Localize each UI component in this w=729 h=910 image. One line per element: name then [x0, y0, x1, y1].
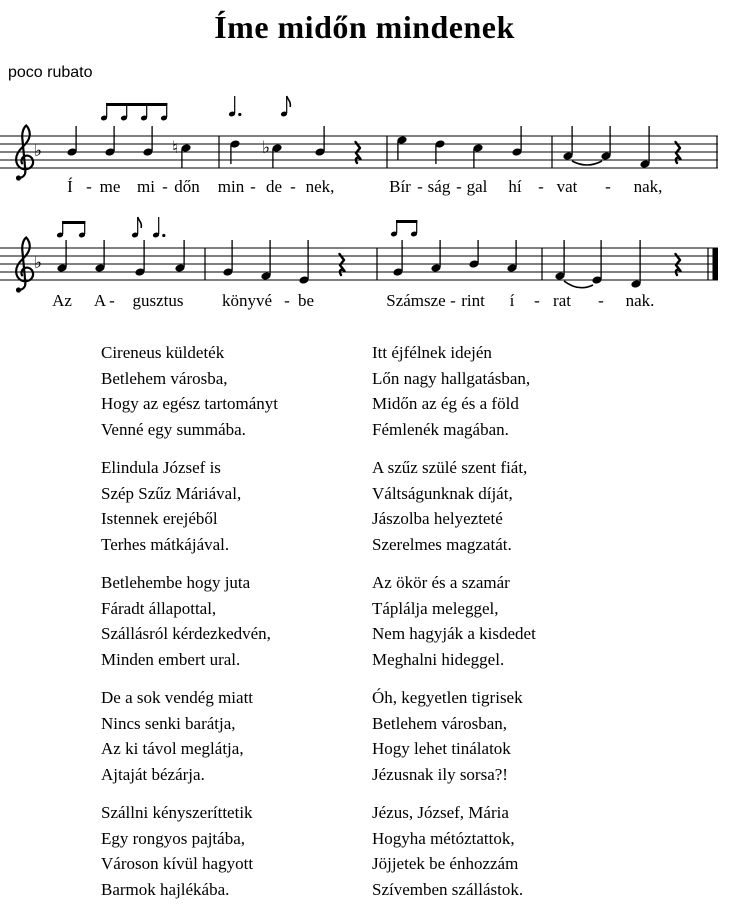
verse-line: Betlehem városba,: [101, 368, 228, 388]
key-signature-flat: ♭: [33, 253, 43, 273]
lyric-syllable: -: [605, 177, 611, 196]
note: [261, 240, 272, 281]
lyric-syllable: könyvé: [221, 291, 273, 310]
lyric-syllable: min: [217, 177, 245, 196]
note: [393, 240, 404, 277]
note: [469, 240, 480, 269]
verse-line: Jézusnak ily sorsa?!: [372, 764, 508, 784]
note: [172, 138, 192, 168]
lyric-syllable: hí: [508, 177, 522, 196]
lyric-syllable: rat: [553, 291, 571, 310]
lyric-syllable: -: [250, 177, 256, 196]
verse-line: Istennek erejéből: [101, 509, 218, 528]
stanza: [372, 685, 523, 787]
verse-line: Szívemben szállástok.: [372, 879, 524, 899]
staff-system: [0, 96, 718, 196]
verse-line: Minden embert ural.: [101, 649, 241, 669]
tie: [564, 281, 593, 288]
lyric-syllable: -: [284, 291, 290, 310]
verse-line: Midőn az ég és a föld: [372, 394, 519, 413]
note: [135, 240, 146, 277]
lyric-syllable: Í: [67, 177, 73, 196]
lyric-syllable: -: [534, 291, 540, 310]
lyric-syllable: mi: [137, 177, 155, 196]
verse-line: Szerelmes magzatát.: [372, 534, 512, 554]
lyric-syllable: dőn: [174, 177, 200, 196]
verse-line: Az ökör és a szamár: [372, 573, 510, 592]
key-signature-flat: ♭: [33, 141, 43, 161]
verse-line: Fáradt állapottal,: [101, 598, 217, 618]
verse-line: Nincs senki barátja,: [101, 713, 236, 733]
verse-line: Terhes mátkájával.: [101, 534, 230, 554]
lyric-syllable: -: [290, 177, 296, 196]
stanza: [101, 570, 271, 672]
music-notation: [0, 0, 729, 330]
lyric-syllable: Számsze: [386, 291, 446, 310]
verse-line: Az ki távol meglátja,: [101, 739, 244, 758]
final-barline-thick: [713, 248, 719, 280]
verse-line: Egy rongyos pajtába,: [101, 828, 245, 848]
stanza: [372, 455, 527, 557]
note: [223, 240, 234, 277]
lyric-syllable: A: [93, 291, 107, 310]
lyric-syllable: rint: [461, 291, 485, 310]
note: [315, 126, 326, 157]
lyric-syllable: -: [456, 177, 462, 196]
lyric-syllable: -: [162, 177, 168, 196]
rhythm-note: [228, 96, 241, 117]
note: [640, 126, 651, 169]
verse-line: Cireneus küldeték: [101, 343, 225, 362]
verse-line: Jászolba helyezteté: [372, 509, 503, 528]
verse-line: Szállni kényszeríttetik: [101, 803, 253, 822]
lyric-syllable: ság: [427, 177, 451, 196]
verse-line: Betlehem városban,: [372, 713, 508, 733]
verse-line: Meghalni hideggel.: [372, 649, 505, 669]
note: [262, 138, 283, 168]
rhythm-note: [280, 96, 290, 117]
augmentation-dot: [238, 113, 241, 116]
lyric-syllable: í: [509, 291, 515, 310]
note: [555, 240, 566, 281]
treble-clef-icon: [16, 126, 33, 181]
lyric-syllable: vat: [556, 177, 578, 196]
verse-line: Jöjjetek be énhozzám: [372, 854, 519, 873]
stanza: [372, 340, 530, 442]
note: [143, 126, 154, 157]
verse-line: Ajtaját bézárja.: [101, 764, 205, 784]
tempo-marking: poco rubato: [8, 64, 93, 81]
verse-line: Fémlenék magában.: [372, 419, 509, 439]
verse-line: Szép Szűz Máriával,: [101, 483, 242, 503]
lyric-syllable: -: [417, 177, 423, 196]
rhythm-note: [152, 217, 165, 238]
note: [592, 240, 603, 285]
beam: [396, 220, 417, 223]
lyric-syllable: -: [86, 177, 92, 196]
beam: [106, 103, 167, 106]
lyric-syllable: gal: [466, 177, 488, 196]
lyric-syllable: nek,: [305, 177, 335, 196]
stanza: [101, 800, 253, 902]
beam: [62, 221, 85, 224]
lyric-syllable: be: [297, 291, 315, 310]
verse-line: Hogy az egész tartományt: [101, 394, 279, 413]
verse-line: Betlehembe hogy juta: [101, 573, 251, 592]
verse-line: Lőn nagy hallgatásban,: [372, 368, 531, 388]
verse-line: A szűz szülé szent fiát,: [372, 458, 528, 477]
lyric-syllable: Az: [52, 291, 72, 310]
verse-line: Barmok hajlékába.: [101, 879, 230, 899]
stanza: [101, 340, 278, 442]
staff-system: [0, 217, 718, 310]
lyric-syllable: de: [265, 177, 283, 196]
lyric-syllable: me: [99, 177, 121, 196]
verse-line: Táplálja meleggel,: [372, 598, 499, 618]
page-title: Íme midőn mindenek: [214, 9, 515, 45]
lyric-syllable: -: [450, 291, 456, 310]
lyric-syllable: -: [109, 291, 115, 310]
note: [67, 126, 78, 157]
verse-line: Jézus, József, Mária: [372, 803, 509, 822]
verse-line: Óh, kegyetlen tigrisek: [372, 688, 523, 707]
verse-line: Szállásról kérdezkedvén,: [101, 624, 271, 643]
verse-line: Elindula József is: [101, 458, 221, 477]
augmentation-dot: [162, 234, 165, 237]
verse-line: Nem hagyják a kisdedet: [372, 624, 536, 643]
lyric-syllable: Bír: [389, 177, 411, 196]
lyric-syllable: gusztus: [132, 291, 184, 310]
rhythm-note: [131, 217, 141, 238]
note: [105, 126, 116, 157]
stanza: [101, 685, 253, 787]
verse-line: Hogy lehet tinálatok: [372, 739, 511, 758]
note: [601, 126, 612, 161]
treble-clef-icon: [16, 238, 33, 293]
stanza: [101, 455, 241, 557]
accidental: ♮: [171, 138, 179, 158]
accidental: ♭: [261, 138, 271, 158]
rhythm-beam-group: [390, 220, 418, 237]
stanza: [372, 570, 536, 672]
stanza: [372, 800, 523, 902]
note: [397, 135, 408, 160]
verse-line: Hogyha métóztattok,: [372, 828, 515, 848]
note: [563, 126, 574, 161]
verse-line: Venné egy summába.: [101, 419, 246, 439]
lyric-syllable: nak,: [633, 177, 663, 196]
lyric-syllable: -: [598, 291, 604, 310]
verse-line: De a sok vendég miatt: [101, 688, 254, 707]
tie: [572, 161, 602, 165]
verse-line: Városon kívül hagyott: [101, 854, 254, 873]
note: [512, 126, 523, 157]
lyric-syllable: nak.: [625, 291, 655, 310]
verse-line: Váltságunknak díját,: [372, 483, 513, 503]
verse-line: Itt éjfélnek idején: [372, 343, 492, 362]
note: [299, 240, 310, 285]
rhythm-beam-group: [56, 221, 86, 238]
rhythm-beam-group: [100, 103, 168, 121]
note: [473, 143, 484, 168]
lyric-syllable: -: [538, 177, 544, 196]
